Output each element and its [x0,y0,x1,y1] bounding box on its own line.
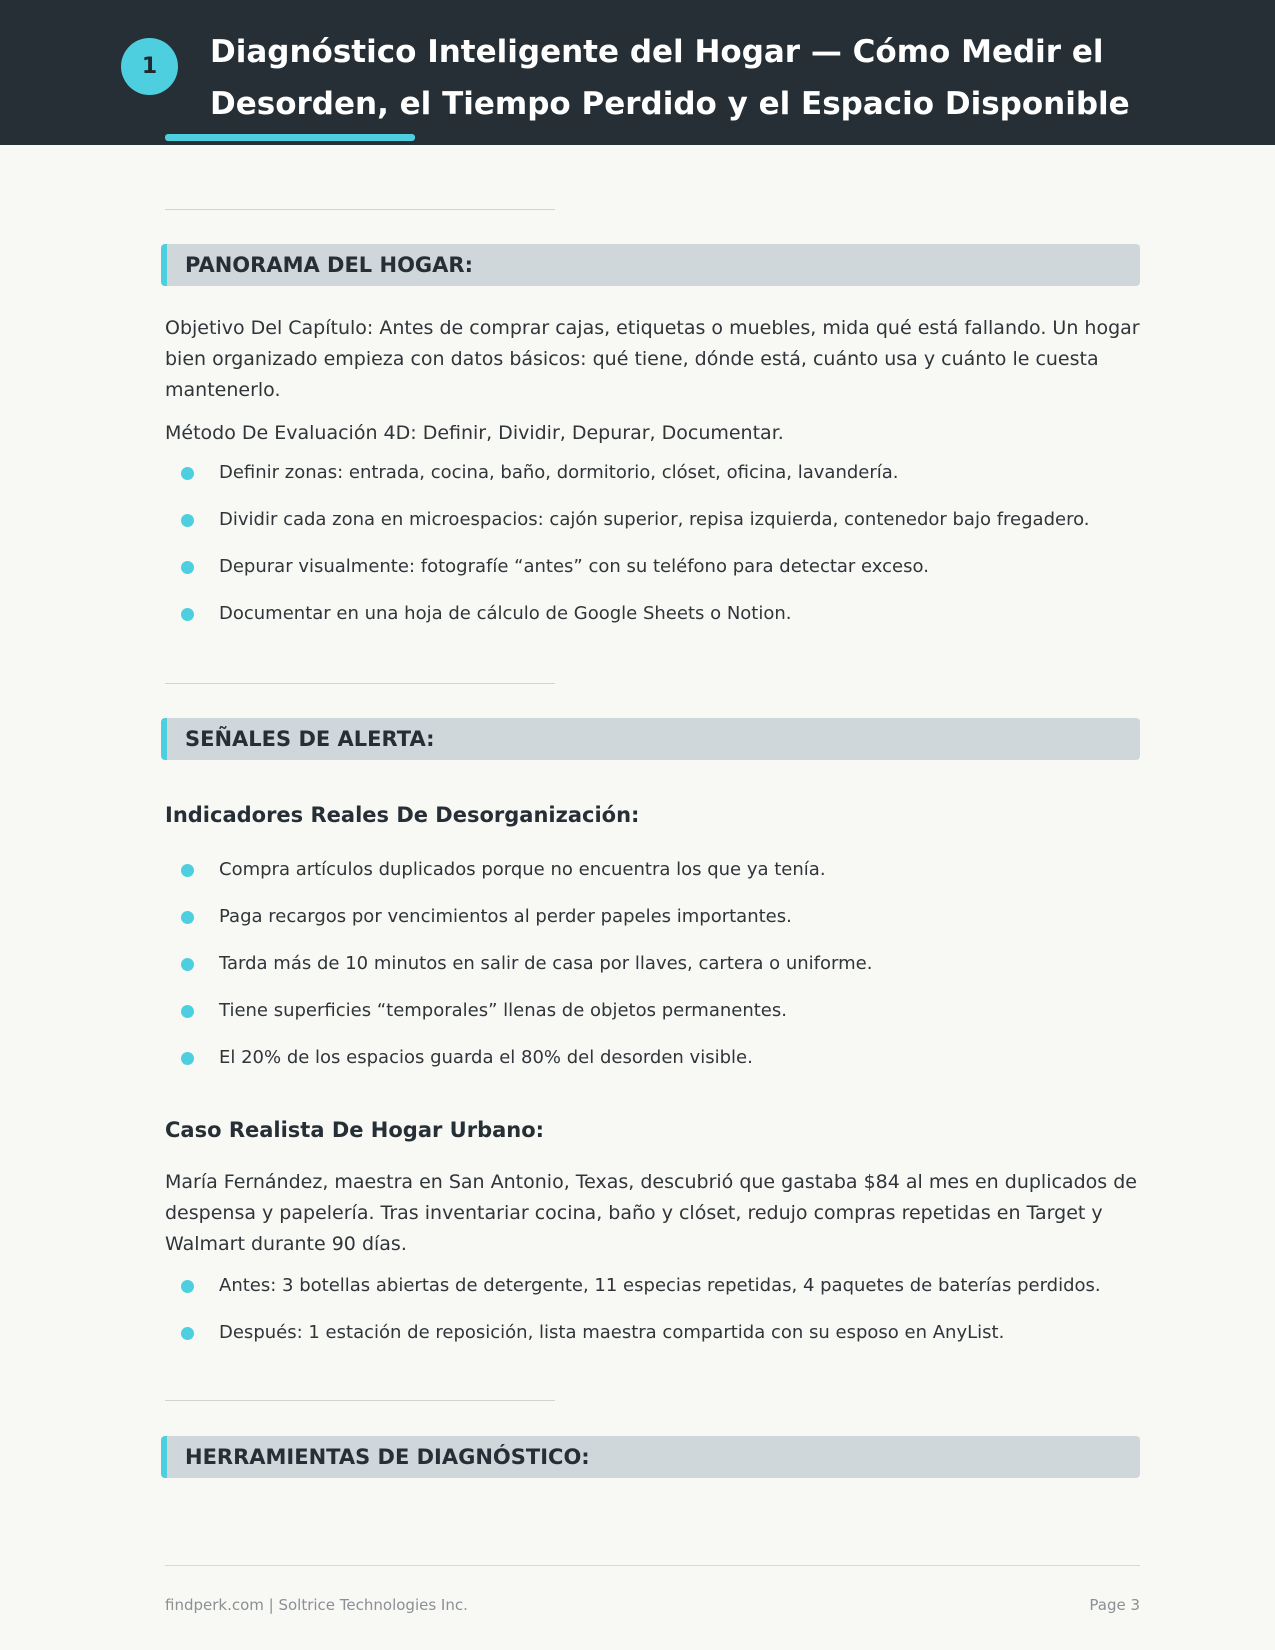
bullet-dot-icon [181,1280,194,1293]
section-divider [165,209,555,210]
list-item [165,552,1145,599]
list-item-text: Después: 1 estación de reposición, lista maestra compartida con su esposo en AnyList. [219,1322,1005,1343]
list-item [165,1043,1145,1090]
chapter-objective-paragraph: Objetivo Del Capítulo: Antes de comprar cajas, etiquetas o muebles, mida qué está fallando. Un hogar bien organizado empieza con datos básicos: qué tiene, dónde está, cuánto usa y cuánto le cuesta mantenerlo. [165,317,1140,401]
section-heading-bar [161,1436,1140,1478]
bullet-dot-icon [181,561,194,574]
method-paragraph: Método De Evaluación 4D: Definir, Dividir, Depurar, Documentar. [165,422,784,444]
bullet-dot-icon [181,467,194,480]
list-item-text: Tiene superficies “temporales” llenas de objetos permanentes. [219,1000,787,1021]
list-item [165,1318,1145,1365]
section-heading-bar [161,244,1140,286]
bullet-dot-icon [181,1052,194,1065]
subsection-title: Caso Realista De Hogar Urbano: [165,1118,545,1142]
list-item [165,458,1145,505]
bullet-dot-icon [181,514,194,527]
list-item [165,505,1145,552]
footer-divider [165,1565,1140,1566]
list-item [165,949,1145,996]
list-item [165,902,1145,949]
list-item-text: Definir zonas: entrada, cocina, baño, dormitorio, clóset, oficina, lavandería. [219,462,899,483]
bullet-dot-icon [181,1327,194,1340]
list-item-text: El 20% de los espacios guarda el 80% del desorden visible. [219,1047,753,1068]
method-bullet-list [165,458,1145,646]
list-item [165,599,1145,646]
list-item-text: Documentar en una hoja de cálculo de Google Sheets o Notion. [219,603,792,624]
chapter-header [0,0,1275,145]
chapter-number-badge: 1 [121,38,178,95]
section-divider [165,683,555,684]
list-item-text: Tarda más de 10 minutos en salir de casa por llaves, cartera o uniforme. [219,953,873,974]
bullet-dot-icon [181,608,194,621]
bullet-dot-icon [181,958,194,971]
list-item [165,855,1145,902]
bullet-dot-icon [181,1005,194,1018]
indicators-bullet-list [165,855,1145,1090]
title-underline [165,134,415,141]
list-item-text: Paga recargos por vencimientos al perder papeles importantes. [219,906,792,927]
section-divider [165,1400,555,1401]
list-item-text: Depurar visualmente: fotografíe “antes” con su teléfono para detectar exceso. [219,556,929,577]
page-number: Page 3 [1089,1596,1140,1614]
list-item [165,996,1145,1043]
footer-publisher: findperk.com | Soltrice Technologies Inc. [165,1596,468,1614]
section-heading: HERRAMIENTAS DE DIAGNÓSTICO: [185,1445,590,1469]
case-study-bullet-list [165,1271,1145,1365]
list-item-text: Compra artículos duplicados porque no encuentra los que ya tenía. [219,859,826,880]
bullet-dot-icon [181,864,194,877]
list-item [165,1271,1145,1318]
bullet-dot-icon [181,911,194,924]
case-study-paragraph: María Fernández, maestra en San Antonio, Texas, descubrió que gastaba $84 al mes en duplicados de despensa y papelería. Tras inventariar cocina, baño y clóset, redujo compras repetidas en Target y Walmart durante 90 días. [165,1171,1137,1255]
list-item-text: Antes: 3 botellas abiertas de detergente, 11 especias repetidas, 4 paquetes de baterías perdidos. [219,1275,1101,1296]
list-item-text: Dividir cada zona en microespacios: cajón superior, repisa izquierda, contenedor bajo fregadero. [219,509,1090,530]
section-heading: SEÑALES DE ALERTA: [185,727,435,751]
subsection-title: Indicadores Reales De Desorganización: [165,803,640,827]
section-heading-bar [161,718,1140,760]
section-heading: PANORAMA DEL HOGAR: [185,253,473,277]
chapter-title: Diagnóstico Inteligente del Hogar — Cómo Medir el Desorden, el Tiempo Perdido y el Espacio Disponible [210,34,1130,122]
